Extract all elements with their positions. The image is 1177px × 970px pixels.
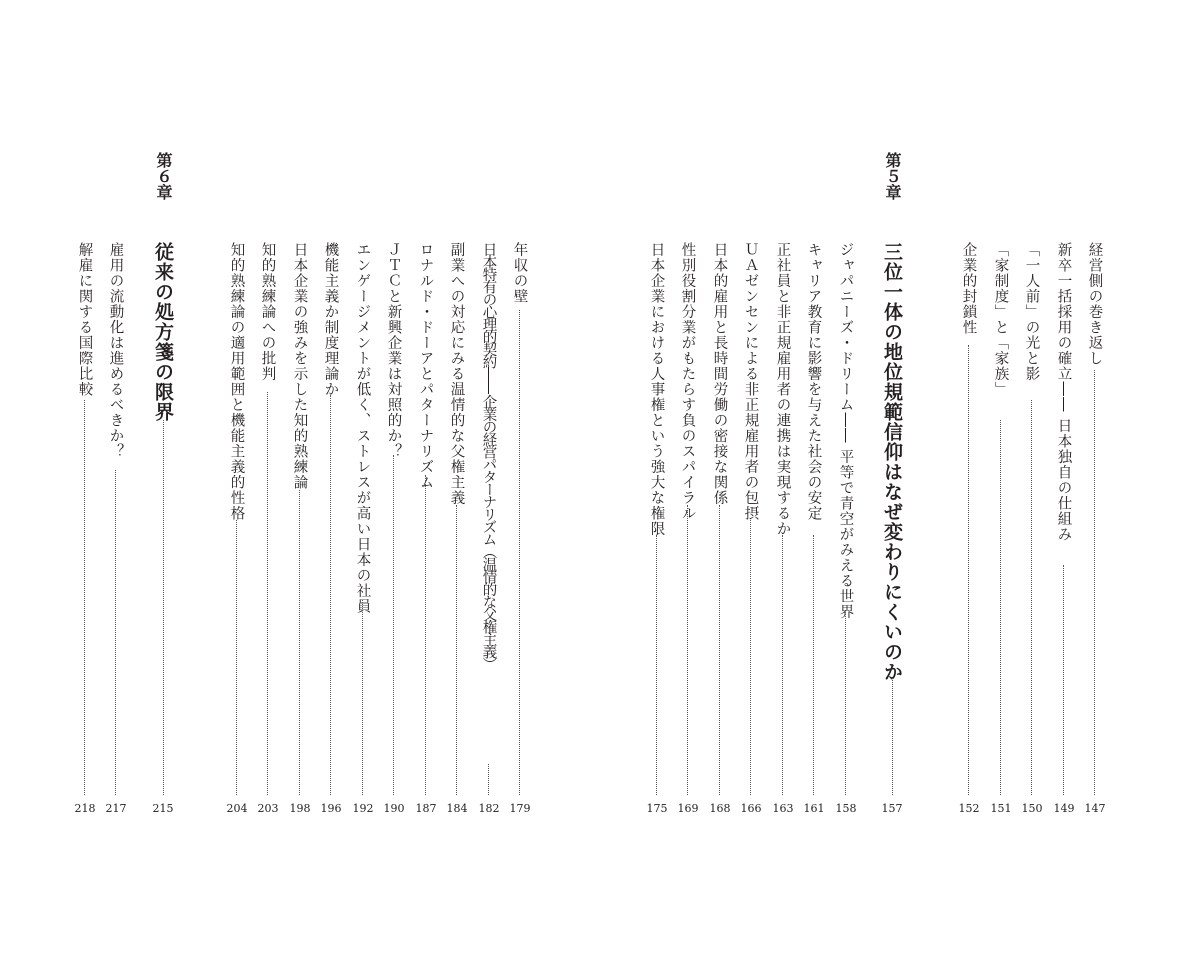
toc-entry[interactable]: ＪＴＣと新興企業は対照的か？ (385, 242, 402, 459)
page-number: 182 (478, 802, 500, 815)
leader-dots (1094, 370, 1095, 795)
page-number: 175 (646, 802, 668, 815)
page-number: 166 (740, 802, 762, 815)
page-number: 215 (152, 802, 174, 815)
toc-entry[interactable]: エンゲージメントが低く、ストレスが高い日本の社員 (354, 242, 371, 614)
page-number: 147 (1084, 802, 1106, 815)
leader-dots (845, 612, 846, 795)
page-number: 169 (677, 802, 699, 815)
leader-dots (456, 505, 457, 795)
leader-dots (488, 764, 489, 795)
toc-entry[interactable]: 副業への対応にみる温情的な父権主義 (448, 242, 465, 506)
page-number: 168 (709, 802, 731, 815)
toc-entry[interactable]: 雇用の流動化は進めるべきか？ (107, 242, 124, 459)
leader-dots (115, 470, 116, 795)
toc-entry[interactable]: 新卒一括採用の確立―― 日本独自の仕組み (1055, 242, 1072, 543)
toc-entry[interactable]: 知的熟練論の適用範囲と機能主義的性格 (228, 242, 245, 521)
toc-entry[interactable]: 企業的封鎖性 (960, 242, 977, 335)
page-number: 161 (803, 802, 825, 815)
page-number: 218 (74, 802, 96, 815)
chapter-title[interactable]: 三位一体の地位規範信仰はなぜ変わりにくいのか (881, 242, 903, 682)
leader-dots (719, 505, 720, 795)
page-number: 203 (257, 802, 279, 815)
leader-dots (425, 475, 426, 795)
chapter-label: 第５章 (883, 152, 902, 200)
leader-dots (163, 420, 164, 795)
leader-dots (892, 678, 893, 795)
toc-entry[interactable]: 「家制度」と「家族」 (992, 242, 1009, 397)
page-number: 204 (226, 802, 248, 815)
leader-dots (267, 392, 268, 795)
toc-entry[interactable]: ＵＡゼンセンによる非正規雇用者の包摂 (742, 242, 759, 521)
leader-dots (1063, 565, 1064, 795)
page-number: 187 (415, 802, 437, 815)
leader-dots (299, 490, 300, 795)
page-number: 196 (320, 802, 342, 815)
toc-entry[interactable]: 知的熟練論への批判 (259, 242, 276, 382)
leader-dots (362, 600, 363, 795)
toc-entry[interactable]: 日本特有の心理的契約―― 企業の経営パターナリズム（温情的な父権主義） (480, 242, 497, 670)
leader-dots (813, 535, 814, 795)
toc-entry[interactable]: ジャパニーズ・ドリーム―― 平等で青空がみえる世界 (837, 242, 854, 620)
page-number: 152 (958, 802, 980, 815)
page-number: 198 (289, 802, 311, 815)
page-number: 217 (105, 802, 127, 815)
toc-entry[interactable]: 性別役割分業がもたらす負のスパイラル (679, 242, 696, 521)
page-number: 184 (446, 802, 468, 815)
page-number: 150 (1021, 802, 1043, 815)
page-number: 149 (1053, 802, 1075, 815)
leader-dots (1031, 400, 1032, 795)
toc-entry[interactable]: 解雇に関する国際比較 (76, 242, 93, 397)
toc-entry[interactable]: 「一人前」の光と影 (1023, 242, 1040, 382)
page-number: 163 (772, 802, 794, 815)
page-number: 157 (881, 802, 903, 815)
page-number: 190 (383, 802, 405, 815)
toc-entry[interactable]: 正社員と非正規雇用者の連携は実現するか (774, 242, 791, 537)
toc-entry[interactable]: 経営側の巻き返し (1086, 242, 1103, 366)
leader-dots (236, 520, 237, 795)
toc-entry[interactable]: 機能主義か制度理論か (322, 242, 339, 397)
toc-entry[interactable]: ロナルド・ドーアとパターナリズム (417, 242, 434, 490)
leader-dots (782, 535, 783, 795)
toc-entry[interactable]: 日本企業の強みを示した知的熟練論 (291, 242, 308, 490)
leader-dots (968, 345, 969, 795)
toc-entry[interactable]: 年収の壁 (511, 242, 528, 304)
leader-dots (393, 455, 394, 795)
leader-dots (84, 400, 85, 795)
toc-entry[interactable]: 日本企業における人事権という強大な権限 (648, 242, 665, 537)
toc-entry[interactable]: 日本的雇用と長時間労働の密接な関係 (711, 242, 728, 506)
page-number: 192 (352, 802, 374, 815)
leader-dots (687, 505, 688, 795)
leader-dots (1000, 420, 1001, 795)
page-number: 158 (835, 802, 857, 815)
page-number: 151 (990, 802, 1012, 815)
leader-dots (330, 395, 331, 795)
toc-entry[interactable]: キャリア教育に影響を与えた社会の安定 (805, 242, 822, 521)
leader-dots (656, 535, 657, 795)
leader-dots (519, 310, 520, 795)
chapter-title[interactable]: 従来の処方箋の限界 (152, 242, 174, 422)
chapter-label: 第６章 (154, 152, 173, 200)
page-number: 179 (509, 802, 531, 815)
leader-dots (750, 520, 751, 795)
